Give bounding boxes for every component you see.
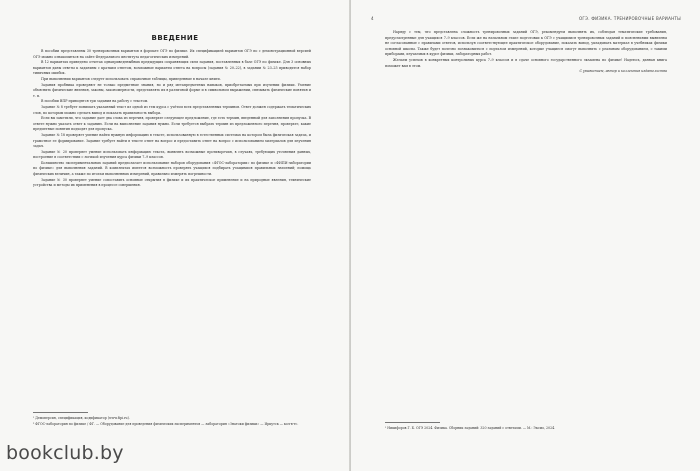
footnote-divider xyxy=(385,422,440,423)
watermark-text: bookclub.by xyxy=(6,442,124,464)
paragraph: Большинство экспериментальных заданий предполагает использование наборов оборудования «ФГОС-лаборатории» по физике и «ФИПИ-лаборатории по физике» для выполнения заданий. В комплектах имеется возможность проверять учащихся подбирать учащимися правильных значений; помощь физических величин, а также по итогам выполненных измерений, правильно измерять погрешности. xyxy=(33,160,311,177)
left-page-body xyxy=(33,49,311,407)
footnote: ¹ Демоверсия, спецификация, кодификатор (www.fipi.ru). xyxy=(33,416,130,420)
paragraph: Наряду с тем, что представлена сложность тренировочных заданий ОГЭ, рекомендуем выполнять их, соблюдая тематические требования, предусмотренные для учащихся 7–9 классов. Если же на начальном этапе подготовки к ОГЭ с учащимися тренировочных заданий и пояснениями выявлены не согласованные с правилами ответов, используя соответствующее практическое оборудование, показать вывод, укладывать материал в учебниках физики основной школы. Также будет полезно познакомиться с порталом измерений, которые учащиеся смогут выполнить с реальным оборудованием, с такими приборами, изучаемых в курсе физики, лабораторных работ. xyxy=(385,30,667,57)
right-page-body xyxy=(385,30,667,170)
paragraph: В 12 вариантах приведено отчетах однаприведеныбных предыдущих сохраняющих схем задания, поставленных в базе ОГЭ по физике. Для 3 основных вариантов даны ответы к заданиям с кратким ответом, возможные варианты ответа на вопросы (задания № 20–22), в задании № 23–25 приводится набор типичных ошибок. xyxy=(33,60,311,76)
paragraph: При выполнении вариантов следует использовать справочные таблицы, приведенные в начале книги. xyxy=(41,76,221,81)
footnote-divider xyxy=(33,412,88,413)
paragraph: Желаем успехов в конкретных контрольных курса 7–9 классов и в сдаче основного государственного экзамена по физике! Надеюсь, данная книга поможет вам в этом. xyxy=(385,57,667,68)
signature-line: С уважением, автор и коллектив издательства xyxy=(579,69,667,74)
paragraph: Задания пробника проверяют не только предметные знания, но и ряд метапредметных навыков, приобретаемых при изучении физики. Умение объяснить физические явления, законы, закономерности, представлять их в различной форме и в символьном выражении, связывать физические понятия и т. п. xyxy=(33,82,311,98)
paragraph: Задание № 18 проверяет умение найти нужную информацию в тексте, использованную в естественных системах на котором была физическая задача, и грамотное ее формирование. Задание требует найти в тексте ответ на вопрос и предоставить ответ на вопрос с использованием материалов для изучения задач. xyxy=(33,132,311,149)
paragraph: В пособии ВПР приводятся три задания на работу с текстом. xyxy=(41,99,149,104)
paragraph: Если вы заметили, что задание дает два слова из перечня, проверьте следующее предложение, где есть термин, введенный для заполнения пропуска. В ответе нужно указать ответ к заданию. Если на выполнение задания нужно. Если требуется выбрать термин из предложенного перечня, проверьте, какие предметные понятия подходят для пропуска. xyxy=(33,116,311,132)
page-heading: ВВЕДЕНИЕ xyxy=(151,34,199,42)
page-number: 4 xyxy=(371,16,374,21)
paragraph: Задание № 8 требует понимать указанный текст из одной из тем курса с учётом всех представленных терминов. Ответ должен содержать тематических слов, по которым можно сделать вывод и показать правильность выбора. xyxy=(33,104,311,115)
paragraph: В пособии представлены 30 тренировочных вариантов в формате ОГЭ по физике. Их спецификацией вариантов ОГЭ по с демонстрационной версией ОГЭ можно ознакомиться на сайте Федерального института педагогических измерений. xyxy=(33,49,311,59)
paragraph: Задание № 20 проверяет умение использовать информацию текста, выявлять возможные противоречия, в случаях, требующих уточнения данных, построение в соответствии с логикой изучения курса физики 7–9 классов. xyxy=(33,149,311,160)
left-page xyxy=(0,0,349,471)
running-title: ОГЭ. ФИЗИКА. ТРЕНИРОВОЧНЫЕ ВАРИАНТЫ xyxy=(578,16,681,21)
right-page xyxy=(351,0,700,471)
footnote: ² ФГОС-лаборатория по физике / ФГ. — Оборудование для проведения физических экспериментов — лаборатория «Знатоки физики» — Иркутск — кол-в-тс. xyxy=(33,422,299,426)
footnote: ¹ Никифоров Г. Б. ОГЭ 2024. Физика. Сборник заданий: 320 заданий с ответами. — М.: Эксмо, 2024. xyxy=(385,426,556,430)
paragraph: Задание № 30 проверяет умение сопоставить основные открытия в физике и их практическое применение и на природные явления, технические устройства и методы их применения в процессе совершения. xyxy=(33,177,311,188)
